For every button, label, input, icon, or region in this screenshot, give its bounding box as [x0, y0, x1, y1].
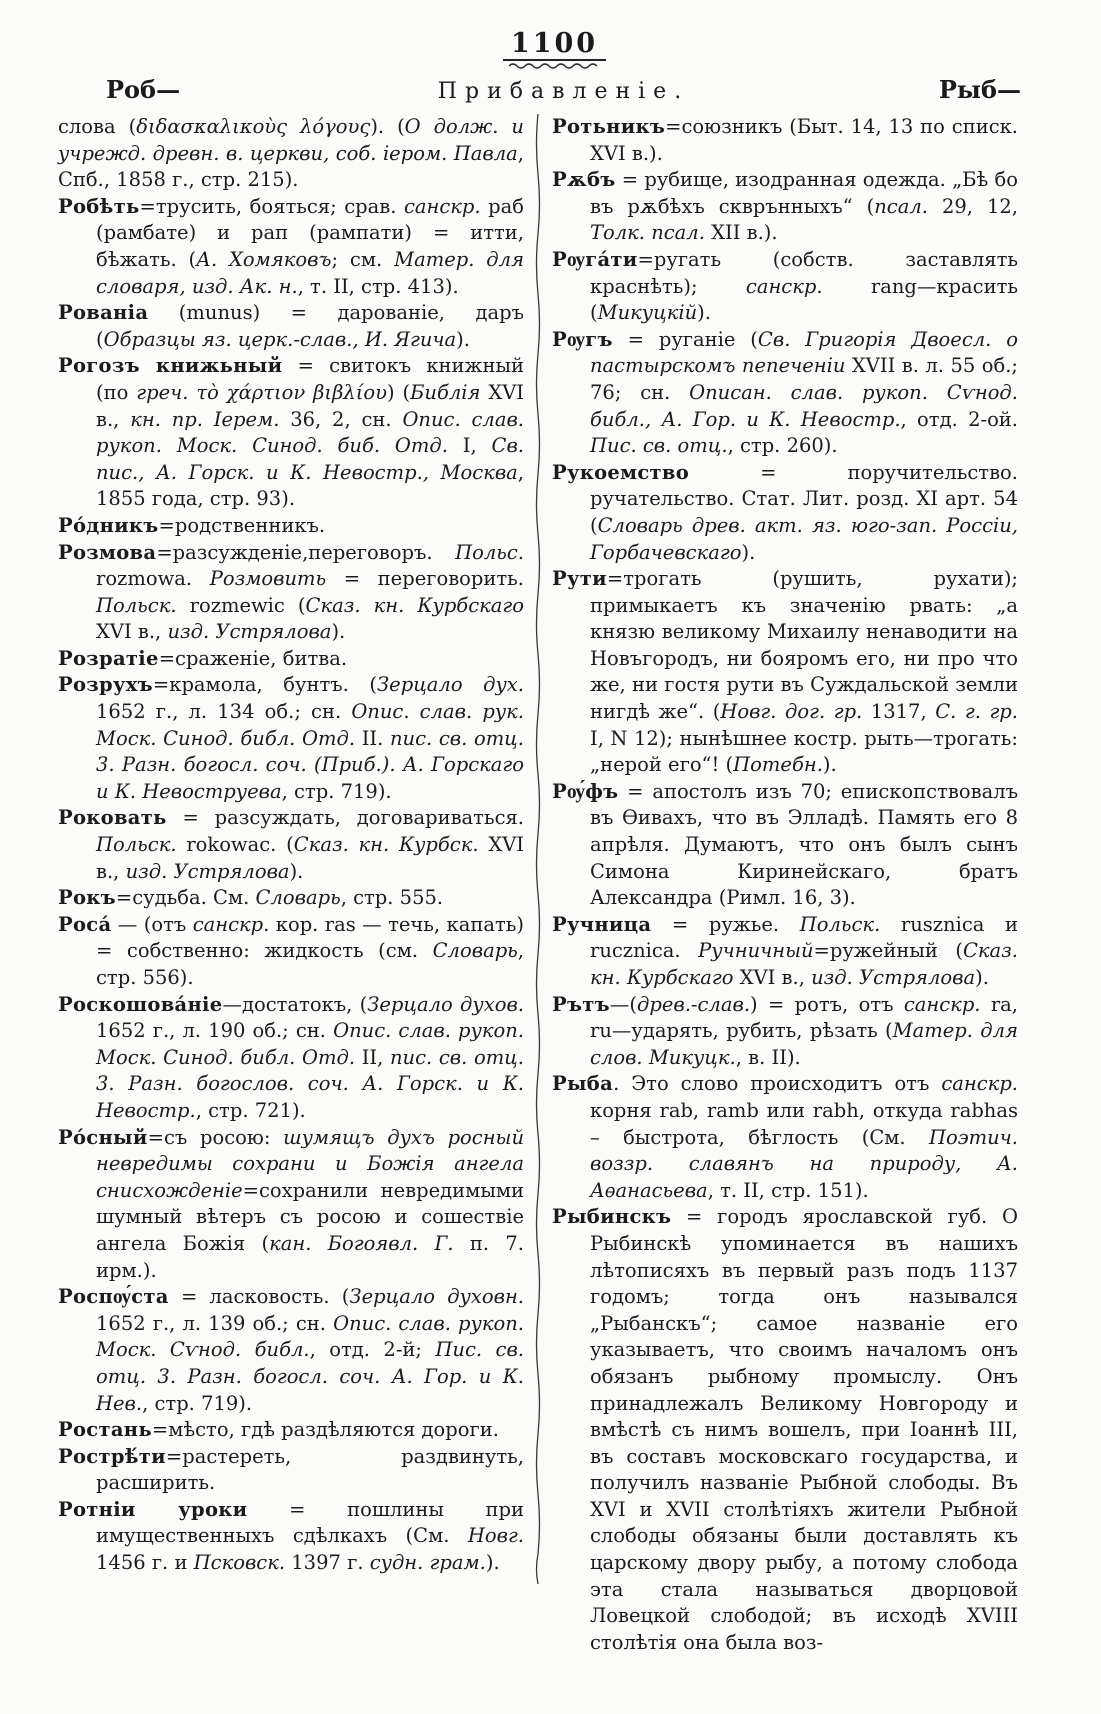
dictionary-entry — [58, 1497, 524, 1577]
entry-text: Библія — [410, 380, 481, 404]
entry-text: древ.-слав. — [636, 992, 751, 1016]
entry-text: Пис. св. отц. — [590, 434, 728, 458]
entry-text: Толк. псал. — [590, 221, 705, 245]
entry-text: санскр. — [903, 992, 981, 1016]
entry-text: Описан. слав. рукоп. Сѵнод. библ., А. Гор. и К. Невостр. — [590, 380, 1018, 431]
dictionary-entry — [58, 992, 524, 1125]
dictionary-entry — [58, 885, 524, 912]
entry-text: Ручничный — [698, 939, 814, 963]
entry-text: = переговорить. — [326, 567, 525, 591]
entry-text: Опис. слав. рукоп. Моск. Синод. биб. Отд. — [96, 407, 524, 458]
dictionary-entry — [58, 672, 524, 805]
entry-text: XVI в., — [96, 620, 168, 644]
column-divider — [532, 114, 544, 1584]
entry-text: XVI в., — [733, 966, 812, 989]
entry-text: Опис. слав. рук. Моск. Синод. библ. Отд. — [96, 700, 524, 750]
entry-text: =сраженіе, битва. — [158, 646, 348, 670]
entry-text: судн. грам. — [369, 1551, 486, 1575]
entry-text: Потебн. — [733, 753, 823, 777]
entry-headword: Рѹ́фъ — [552, 779, 619, 803]
entry-text: —достатокъ, ( — [222, 992, 368, 1016]
entry-text: =растереть, раздвинуть, расширить. — [96, 1444, 524, 1495]
dictionary-entry — [58, 1284, 524, 1417]
entry-text: 1397 г. — [285, 1551, 370, 1575]
entry-headword: Рукоемство — [552, 460, 690, 484]
entry-headword: Рованіа — [58, 301, 149, 325]
entry-headword: Ростань — [58, 1418, 152, 1442]
entry-headword: Розмова — [58, 540, 157, 564]
entry-text: Опис. слав. рукоп. Моск. Сѵнод. библ. — [96, 1311, 524, 1362]
entry-text: (munus) = дарованіе, даръ ( — [96, 301, 524, 351]
entry-text: = рубище, изодранная одежда. „Бѣ бо въ рѫбѣхъ скврънныхъ“ ( — [590, 168, 1018, 218]
entry-text: Зерцало духовн. — [349, 1285, 524, 1309]
entry-text: ) = ротъ, отъ — [750, 992, 904, 1016]
entry-text: XVII в. л. 55 об.; 76; сн. — [590, 354, 1019, 404]
entry-text: II. — [355, 726, 390, 750]
entry-text: XII в.). — [704, 221, 778, 245]
dictionary-entry — [552, 247, 1018, 327]
dictionary-entry — [552, 566, 1018, 779]
entry-text: 1652 г., л. 139 об.; сн. — [96, 1311, 334, 1335]
entry-headword: Розрухъ — [58, 673, 153, 697]
entry-text: =сохранили невредимыми шумный вѣтеръ съ росою и сошествіе ангела Божія ( — [96, 1178, 524, 1255]
entry-text: ). — [741, 540, 756, 564]
entry-text: ). — [456, 327, 470, 351]
left-column — [58, 114, 524, 1656]
entry-text: , стр. 260). — [727, 434, 838, 458]
dictionary-entry — [552, 167, 1018, 247]
entry-text: Словарь — [432, 939, 518, 963]
dictionary-entry — [58, 1125, 524, 1285]
entry-headword: Ручница — [552, 912, 652, 936]
entry-text: ra, ru—ударять, рубить, рѣзать ( — [590, 992, 1018, 1043]
entry-text: — (отъ — [111, 912, 193, 936]
entry-text: I, N 12); нынѣшнее костр. рыть—трогать: „нерой его“! ( — [590, 726, 1018, 777]
entry-text: санскр. — [745, 274, 823, 298]
entry-text: =трогать (рушить, рухати); примыкаетъ къ значенію рвать: „а князю великому Михаилу ненаводити на Новъгородъ, ни бояромъ его, ни про что же, ни гостя рути въ Суждальской земли нигдѣ же“. ( — [590, 567, 1018, 724]
dictionary-entry — [58, 300, 524, 353]
entry-text: Св. пис., А. Горск. и К. Невостр., Москва — [96, 434, 524, 484]
entry-text: rusznica и rucznica. — [590, 912, 1018, 963]
entry-headword: Роспѹ́ста — [58, 1285, 169, 1309]
entry-text: Псковск. — [193, 1551, 286, 1575]
entry-text: ). — [975, 966, 989, 989]
entry-text: ). — [822, 753, 837, 777]
entry-text: санскр. — [192, 912, 270, 936]
entry-text: О долж. и учрежд. древн. в. церкви, соб. іером. Павла — [58, 115, 524, 165]
entry-text: , стр. 719). — [281, 779, 392, 803]
entry-headword: Рути — [552, 567, 607, 591]
entry-headword: Ротніи уроки — [58, 1497, 248, 1521]
dictionary-entry — [552, 1071, 1018, 1204]
entry-text: = ружье. — [651, 912, 800, 936]
entry-text: раб (рамбате) и рап (рампати) = итти, бѣжать. ( — [96, 194, 525, 271]
entry-text: 1317, — [862, 700, 936, 724]
entry-text: = руганіе ( — [612, 327, 758, 351]
entry-text: ). — [485, 1551, 500, 1575]
entry-text: Опис. слав. рукоп. Моск. Синод. библ. Отд. — [96, 1019, 524, 1069]
entry-text: ; см. — [331, 247, 395, 271]
running-head-center: Прибавленіе. — [437, 79, 690, 104]
entry-headword: Рострѣ́ти — [58, 1444, 166, 1468]
entry-text: διδασκαλικοὺς λόγους — [136, 115, 371, 138]
entry-text: п. 7. ирм.). — [96, 1231, 524, 1282]
entry-text: 1456 г. и — [96, 1551, 194, 1575]
entry-text: ). — [697, 301, 711, 325]
entry-text: Новг. — [467, 1524, 524, 1548]
page-header — [58, 30, 1051, 69]
entry-text: Сказ. кн. Курбск. — [293, 833, 479, 857]
entry-text: , стр. 721). — [195, 1098, 306, 1122]
entry-headword: Рыбинскъ — [552, 1205, 672, 1229]
dictionary-entry — [58, 912, 524, 992]
entry-text: = разсуждать, договариваться. — [166, 806, 524, 830]
entry-text: Пис. св. отц. 3. Разн. богосл. соч. А. Гор. и К. Нев. — [96, 1338, 524, 1415]
entry-text: Польск. — [96, 833, 177, 857]
dictionary-entry — [58, 1417, 524, 1444]
entry-text: Польс. — [455, 540, 524, 564]
entry-text: ). — [331, 620, 346, 644]
dictionary-entry — [552, 327, 1018, 460]
entry-text: , 1855 года, стр. 93). — [96, 460, 524, 511]
entry-text: =ружейный ( — [813, 939, 963, 963]
entry-headword: Рътъ — [552, 992, 610, 1016]
entry-headword: Роковать — [58, 806, 167, 830]
entry-text: Матер. для словаря, изд. Ак. н. — [96, 247, 524, 298]
entry-text: 1652 г., л. 190 об.; сн. — [96, 1019, 334, 1043]
entry-text: , стр. 555. — [340, 886, 444, 910]
entry-headword: Рыба — [552, 1072, 614, 1096]
right-column — [552, 114, 1018, 1656]
entry-text: =союзникъ (Быт. 14, 13 по списк. XVI в.). — [590, 115, 1018, 165]
entry-text: XVI в., — [96, 833, 524, 883]
entry-text: ) ( — [386, 380, 411, 404]
entry-text: XVI в., — [96, 380, 525, 431]
entry-text: =съ росою: — [147, 1125, 284, 1149]
entry-text: Св. Григорія Двоесл. о пастырскомъ пепеченіи — [590, 327, 1018, 378]
dictionary-entry — [58, 646, 524, 673]
dictionary-entry — [58, 194, 524, 300]
entry-headword: Розратіе — [58, 646, 159, 670]
entry-text: изд. Устрялова — [811, 966, 976, 989]
entry-text: кор. ras — течь, капать) = собственно: жидкость (см. — [96, 912, 524, 963]
entry-text: корня rab, ramb или rabh, откуда rabhas – быстрота, бѣглость (См. — [590, 1098, 1018, 1149]
entry-text: =родственникъ. — [158, 513, 326, 537]
entry-text: Матер. для слов. Микуцк. — [590, 1019, 1018, 1069]
entry-headword: Робѣть — [58, 194, 140, 218]
entry-text: , Спб., 1858 г., стр. 215). — [58, 141, 524, 192]
entry-text: кн. пр. Іерем. — [130, 407, 280, 431]
dictionary-entry — [552, 1204, 1018, 1656]
entry-text: санскр. — [403, 194, 481, 218]
entry-text: С. г. гр. — [935, 700, 1018, 724]
text-columns — [58, 114, 1051, 1656]
running-head — [58, 75, 1051, 104]
entry-text: А. Хомяковъ — [196, 247, 332, 271]
entry-text: Сказ. кн. Курбскаго — [305, 593, 524, 617]
entry-text: Зерцало духов. — [367, 992, 524, 1016]
dictionary-entry — [552, 779, 1018, 912]
entry-headword: Рокъ — [58, 886, 116, 910]
entry-text: пис. св. отц. 3. Разн. богослов. соч. А. Горск. и К. Невостр. — [96, 1045, 524, 1122]
entry-text: , т. II, стр. 151). — [707, 1178, 869, 1202]
entry-text: Польск. — [799, 912, 881, 936]
entry-text: , отд. 2-й; — [309, 1338, 436, 1362]
dictionary-entry — [552, 912, 1018, 992]
entry-text: слова ( — [58, 115, 137, 138]
entry-text: Розмовить — [209, 567, 327, 591]
entry-text: rokowac. ( — [176, 833, 294, 857]
entry-text: шумящъ духъ росный невредимы сохрани и Божія ангела снисхожденіе — [96, 1125, 525, 1202]
entry-text: изд. Устрялова — [167, 620, 332, 644]
entry-text: =судьба. См. — [115, 886, 256, 910]
entry-text: rang—красить ( — [590, 274, 1018, 325]
entry-text: псал. — [874, 194, 928, 218]
entry-headword: Ро́сный — [58, 1125, 148, 1149]
entry-text: , стр. 719). — [142, 1391, 253, 1415]
entry-text: греч. τὸ χάρτιον βιβλίου — [136, 380, 387, 404]
entry-headword: Рѹга́ти — [552, 247, 638, 271]
entry-text: Новг. дог. гр. — [720, 700, 863, 724]
running-head-right: Рыб— — [938, 75, 1021, 104]
dictionary-entry — [58, 114, 524, 194]
entry-text: I, — [447, 434, 492, 458]
entry-headword: Ро́дникъ — [58, 513, 159, 537]
entry-headword: Ротьникъ — [552, 115, 666, 138]
entry-text: rozmowa. — [96, 567, 210, 591]
entry-text: Сказ. кн. Курбскаго — [590, 939, 1018, 989]
entry-text: ). — [289, 859, 304, 883]
entry-text: = пошлины при имущественныхъ сдѣлкахъ (См. — [96, 1497, 524, 1548]
entry-text: —( — [609, 992, 637, 1016]
entry-text: = апостолъ изъ 70; епископствовалъ въ Ѳивахъ, что въ Элладѣ. Память его 8 апрѣля. Думаютъ, что онъ былъ сынъ Симона Киринейскаго, братъ Александра (Римл. 16, 3). — [590, 779, 1018, 910]
dictionary-entry — [58, 513, 524, 540]
entry-headword: Рогозъ книжьный — [58, 354, 283, 378]
entry-text: Словарь — [255, 886, 341, 910]
entry-text: пис. св. отц. 3. Разн. богосл. соч. (Приб.). А. Горскаго и К. Невоструева — [96, 726, 524, 803]
entry-text: 36, 2, сн. — [279, 407, 403, 431]
entry-text: , отд. 2-ой. — [900, 407, 1019, 431]
dictionary-entry — [58, 540, 524, 646]
entry-headword: Рѹгъ — [552, 327, 613, 351]
entry-text: II, — [355, 1045, 390, 1069]
entry-text: =мѣсто, гдѣ раздѣляются дороги. — [151, 1418, 499, 1442]
entry-text: изд. Устрялова — [125, 859, 290, 883]
entry-text: = ласковость. ( — [168, 1285, 350, 1309]
entry-text: =ругать (собств. заставлять краснѣть); — [590, 247, 1018, 298]
dictionary-entry — [552, 992, 1018, 1072]
entry-text: rozmewic ( — [176, 593, 306, 617]
entry-text: Польск. — [96, 593, 177, 617]
entry-text: =разсужденіе,переговоръ. — [156, 540, 456, 564]
entry-text: санскр. — [941, 1072, 1018, 1096]
entry-text: = свитокъ книжный (по — [96, 354, 524, 404]
entry-text: Микуцкій — [597, 301, 698, 325]
dictionary-entry — [58, 1444, 524, 1497]
entry-headword: Роса́ — [58, 912, 112, 936]
entry-text: = городъ ярославской губ. О Рыбинскѣ упоминается въ нашихъ лѣтописяхъ въ первый разъ подъ 1137 годомъ; тогда онъ назывался „Рыбанскъ“; самое названіе его указываетъ, что своимъ началомъ онъ обязанъ рыбному промыслу. Онъ принадлежалъ Великому Новгороду и вмѣстѣ съ нимъ вошелъ, при Іоаннѣ III, въ составъ московскаго государства, и получилъ названіе Рыбной слободы. Въ XVI и XVII столѣтіяхъ жители Рыбной слободы обязаны были доставлять къ царскому двору рыбу, а потому слобода эта стала называться дворцовой Ловецкой слободой; въ исходѣ XVIII столѣтія она была воз- — [590, 1205, 1018, 1654]
entry-text: ). ( — [370, 115, 405, 138]
entry-headword: Роскошова́ніе — [58, 992, 223, 1016]
entry-text: Поэтич. воззр. славянъ на природу, А. Аѳанасьева — [590, 1125, 1018, 1202]
page-number: 1100 — [503, 30, 606, 61]
entry-text: Зерцало дух. — [377, 673, 524, 697]
entry-text: Образцы яз. церк.-слав., И. Ягича — [103, 327, 457, 351]
entry-text: =трусить, бояться; срав. — [139, 194, 404, 218]
page-number-underline — [507, 62, 603, 69]
entry-text: 29, 12, — [927, 194, 1018, 218]
entry-text: , стр. 556). — [96, 939, 524, 989]
entry-text: 1652 г., л. 134 об.; сн. — [96, 700, 352, 724]
entry-text: кан. Богоявл. Г. — [269, 1231, 454, 1255]
entry-text: Словарь древ. акт. яз. юго-зап. Россіи, Горбачевскаго — [590, 513, 1018, 564]
dictionary-entry — [552, 114, 1018, 167]
entry-text: , в. II). — [735, 1045, 801, 1069]
dictionary-entry — [58, 353, 524, 513]
entry-headword: Рѫбъ — [552, 168, 616, 192]
entry-text: =крамола, бунтъ. ( — [152, 673, 378, 697]
entry-text: , т. II, стр. 413). — [297, 274, 459, 298]
entry-text: = поручительство. ручательство. Стат. Лит. розд. XI арт. 54 ( — [590, 460, 1018, 537]
entry-text: . Это слово происходитъ отъ — [613, 1072, 942, 1096]
dictionary-entry — [58, 805, 524, 885]
dictionary-entry — [552, 460, 1018, 566]
running-head-left: Роб— — [106, 75, 181, 104]
